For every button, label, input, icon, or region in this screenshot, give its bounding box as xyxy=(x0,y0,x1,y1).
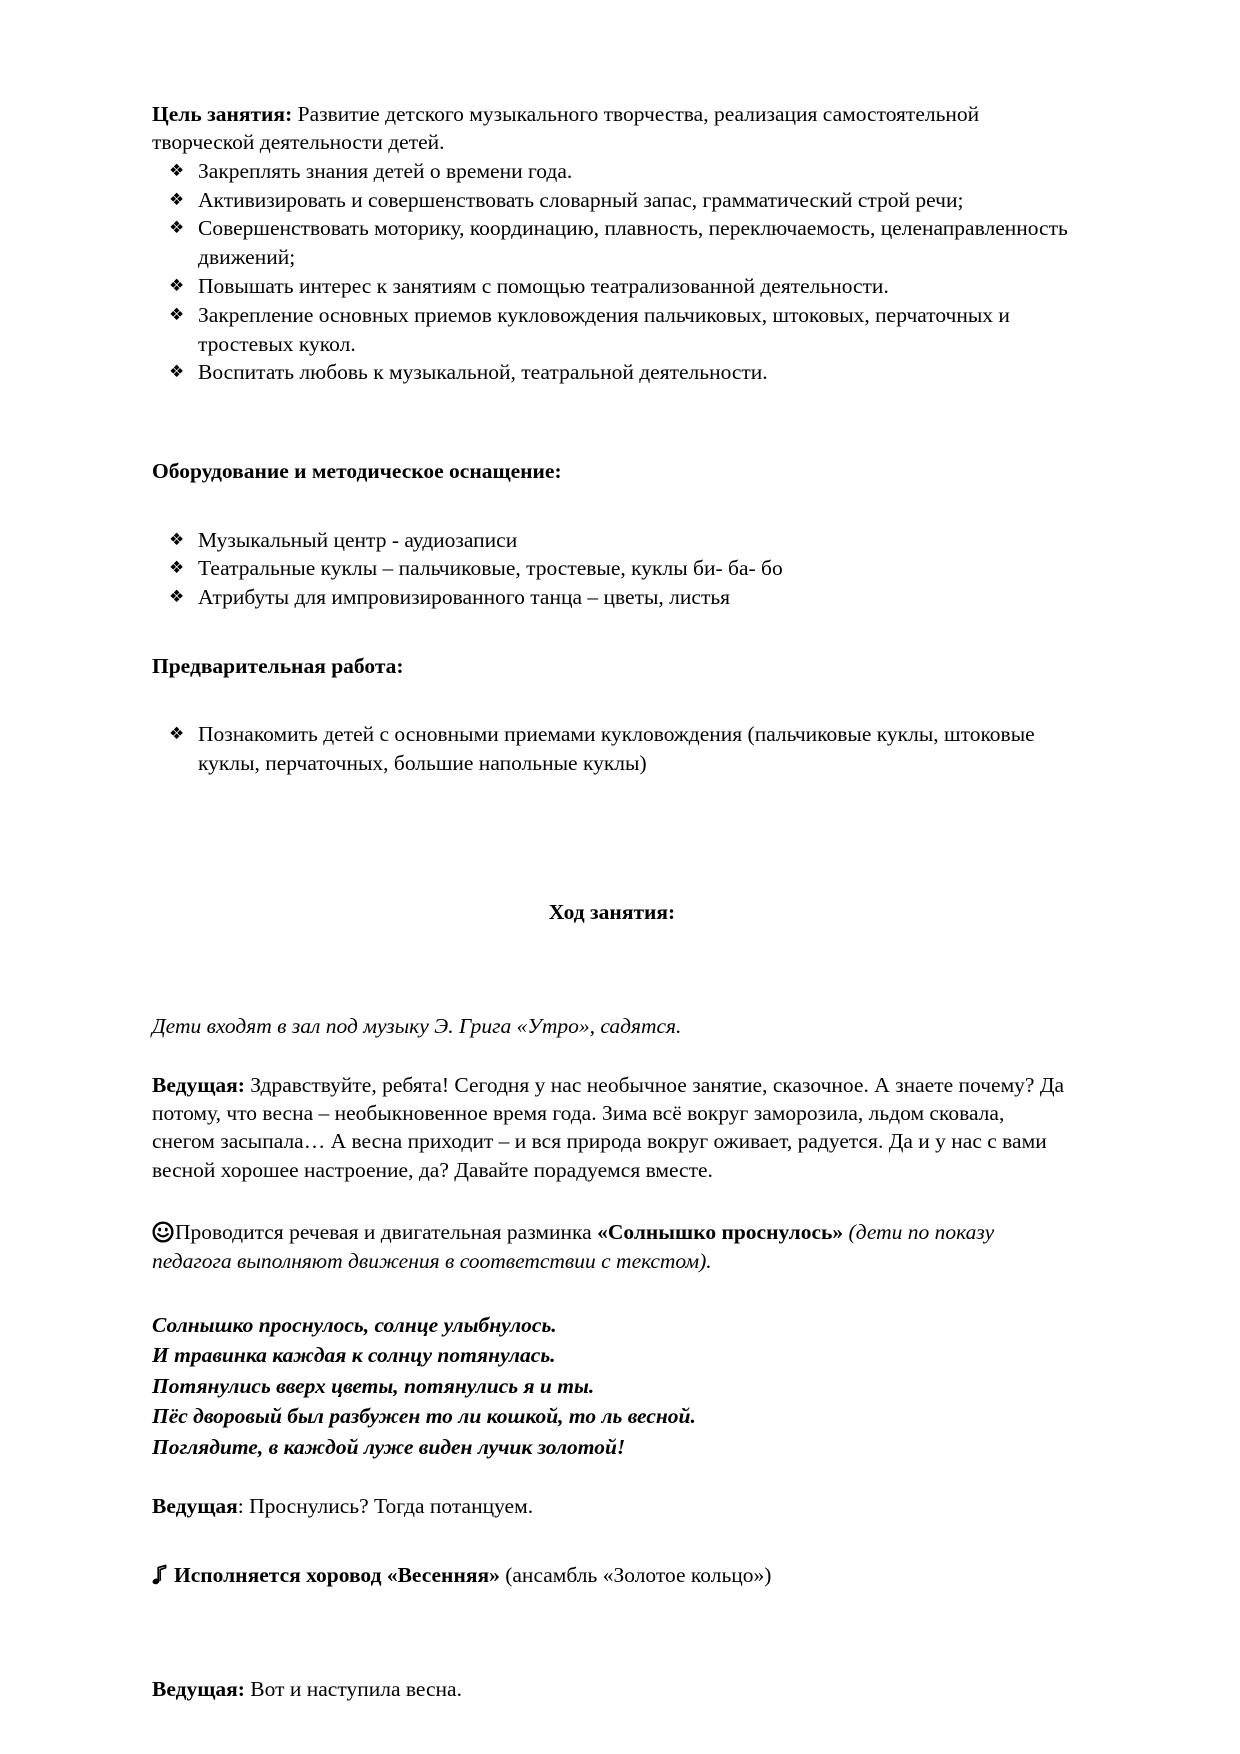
host-line-2 xyxy=(152,1492,1072,1520)
list-item-label: Закрепление основных приемов кукловождения пальчиковых, штоковых, перчаточных и тростевых кукол. xyxy=(198,302,1010,356)
host-label: Ведущая: xyxy=(152,1072,245,1097)
list-item xyxy=(152,720,1072,778)
poem-line: Потянулись вверх цветы, потянулись я и ты. xyxy=(152,1373,595,1398)
bullet-diamond-icon: ❖ xyxy=(169,587,185,608)
stage-direction: Дети входят в зал под музыку Э. Грига «Утро», садятся. xyxy=(152,1014,682,1039)
bullet-diamond-icon: ❖ xyxy=(169,558,185,579)
list-item xyxy=(152,272,1072,301)
list-item xyxy=(152,583,1072,612)
bullet-diamond-icon: ❖ xyxy=(169,724,185,745)
list-item xyxy=(152,526,1072,555)
course-heading: Ход занятия: xyxy=(548,899,676,924)
spacer xyxy=(152,864,1072,898)
prep-bullet-list xyxy=(152,720,1072,778)
list-item-label: Совершенствовать моторику, координацию, плавность, переключаемость, целенаправленность движений; xyxy=(198,216,1068,270)
poem-line: И травинка каждая к солнцу потянулась. xyxy=(152,1343,556,1368)
goal-bullet-list xyxy=(152,157,1072,387)
host-label: Ведущая: xyxy=(152,1677,245,1702)
list-item-label: Активизировать и совершенствовать словарный запас, грамматический строй речи; xyxy=(198,187,964,212)
bullet-diamond-icon: ❖ xyxy=(169,160,185,181)
performance-title: Исполняется хоровод «Весенняя» xyxy=(174,1562,500,1587)
equipment-heading: Оборудование и методическое оснащение: xyxy=(152,459,562,484)
spacer xyxy=(152,778,1072,864)
list-item-label: Повышать интерес к занятиям с помощью театрализованной деятельности. xyxy=(198,273,889,298)
list-item xyxy=(152,186,1072,215)
smiley-icon xyxy=(152,1221,174,1243)
list-item-label: Атрибуты для импровизированного танца – цветы, листья xyxy=(198,585,731,610)
bullet-diamond-icon: ❖ xyxy=(169,362,185,383)
spacer xyxy=(152,680,1072,720)
poem-block xyxy=(152,1310,1072,1463)
spacer xyxy=(152,1589,1072,1675)
host-speech: Здравствуйте, ребята! Сегодня у нас необычное занятие, сказочное. А знаете почему? Да потому, что весна – необыкновенное время года. Зима всё вокруг заморозила, льдом сковала, снегом засыпала… А весна приходит – и вся природа вокруг оживает, радуется. Да и у нас с вами весной хорошее настроение, да? Давайте порадуемся вместе. xyxy=(152,1072,1065,1182)
warmup-text-after: (дети по показу педагога выполняют движения в соответствии с текстом). xyxy=(152,1220,995,1273)
host-speech: : Проснулись? Тогда потанцуем. xyxy=(237,1494,534,1519)
host-speech: Вот и наступила весна. xyxy=(244,1677,462,1702)
performance-activity xyxy=(152,1561,1072,1590)
host-label: Ведущая xyxy=(152,1494,238,1519)
list-item xyxy=(152,301,1072,359)
bullet-diamond-icon: ❖ xyxy=(169,304,185,325)
document-body xyxy=(152,100,1072,1704)
performance-subtitle: (ансамбль «Золотое кольцо») xyxy=(499,1562,772,1587)
spacer xyxy=(152,1462,1072,1492)
poem-line: Солнышко проснулось, солнце улыбнулось. xyxy=(152,1312,557,1337)
list-item xyxy=(152,157,1072,186)
spacer xyxy=(152,1276,1072,1310)
bullet-diamond-icon: ❖ xyxy=(169,529,185,550)
spacer xyxy=(152,387,1072,457)
bullet-diamond-icon: ❖ xyxy=(169,275,185,296)
list-item-label: Театральные куклы – пальчиковые, тростевые, куклы би- ба- бо xyxy=(198,556,783,581)
warmup-title: «Солнышко проснулось» xyxy=(597,1220,844,1245)
spacer xyxy=(152,612,1072,652)
poem-line: Поглядите, в каждой луже виден лучик золотой! xyxy=(152,1434,626,1459)
spacer xyxy=(152,486,1072,526)
music-note-icon xyxy=(152,1564,168,1586)
warmup-text-before: Проводится речевая и двигательная разминка xyxy=(175,1220,598,1245)
goal-label: Цель занятия: xyxy=(152,102,293,126)
list-item-label: Закреплять знания детей о времени года. xyxy=(198,158,573,183)
list-item xyxy=(152,554,1072,583)
list-item xyxy=(152,214,1072,272)
list-item-label: Музыкальный центр - аудиозаписи xyxy=(198,527,518,552)
goal-text: Развитие детского музыкального творчества, реализация самостоятельной творческой деятельности детей. xyxy=(152,102,980,155)
equipment-bullet-list xyxy=(152,526,1072,612)
prep-heading: Предварительная работа: xyxy=(152,653,404,678)
list-item-label: Воспитать любовь к музыкальной, театральной деятельности. xyxy=(198,360,768,385)
host-line-1 xyxy=(152,1071,1072,1185)
warmup-activity xyxy=(152,1218,1072,1276)
spacer xyxy=(152,1521,1072,1561)
host-line-3 xyxy=(152,1675,1072,1703)
spacer xyxy=(152,1041,1072,1071)
list-item xyxy=(152,358,1072,387)
poem-line: Пёс дворовый был разбужен то ли кошкой, то ль весной. xyxy=(152,1404,696,1429)
spacer xyxy=(152,1184,1072,1218)
list-item-label: Познакомить детей с основными приемами кукловождения (пальчиковые куклы, штоковые куклы, перчаточных, большие напольные куклы) xyxy=(198,722,1035,776)
bullet-diamond-icon: ❖ xyxy=(169,189,185,210)
spacer xyxy=(152,926,1072,1012)
bullet-diamond-icon: ❖ xyxy=(169,218,185,239)
goal-paragraph xyxy=(152,100,1072,157)
